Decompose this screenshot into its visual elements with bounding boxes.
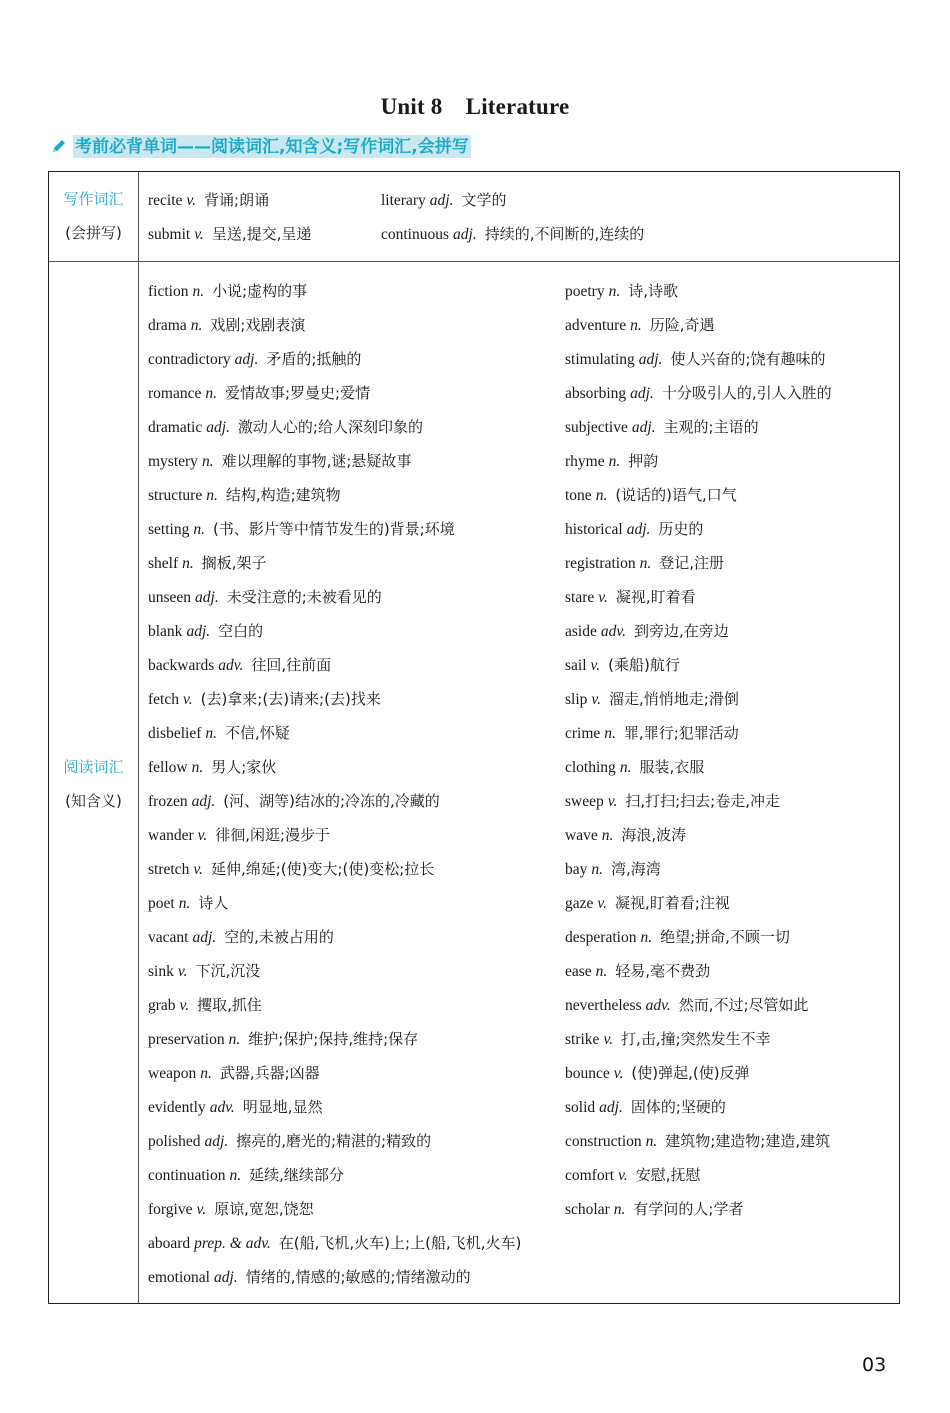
vocab-part-of-speech: v. xyxy=(193,861,203,878)
vocab-entry xyxy=(148,1056,320,1090)
vocab-part-of-speech: n. xyxy=(608,453,621,470)
vocab-part-of-speech: v. xyxy=(590,657,601,674)
vocab-part-of-speech: n. xyxy=(645,1133,658,1150)
vocab-entry xyxy=(565,478,737,512)
vocab-entry xyxy=(565,818,686,852)
vocab-word: shelf xyxy=(148,555,179,572)
vocab-meaning: 未受注意的;未被看见的 xyxy=(226,588,382,606)
vocab-entry xyxy=(565,784,780,818)
vocab-part-of-speech: n. xyxy=(205,725,217,742)
vocab-word: sweep xyxy=(565,793,604,810)
vocab-word: comfort xyxy=(565,1167,615,1184)
vocab-part-of-speech: v. xyxy=(196,1201,207,1218)
vocab-part-of-speech: v. xyxy=(607,793,618,810)
vocab-part-of-speech: adj. xyxy=(192,929,217,946)
vocab-word: weapon xyxy=(148,1065,197,1082)
vocab-part-of-speech: adv. xyxy=(209,1099,235,1116)
vocab-part-of-speech: n. xyxy=(604,725,616,742)
vocab-word: strike xyxy=(565,1031,600,1048)
vocab-entry xyxy=(565,410,759,444)
vocab-word: grab xyxy=(148,997,176,1014)
vocab-word: sail xyxy=(565,657,587,674)
vocab-word: scholar xyxy=(565,1201,610,1218)
vocab-word: adventure xyxy=(565,317,627,334)
vocab-part-of-speech: v. xyxy=(177,963,188,980)
vocab-word: frozen xyxy=(148,793,188,810)
vocab-part-of-speech: n. xyxy=(193,521,205,538)
vocab-meaning: 诗,诗歌 xyxy=(628,282,679,300)
vocab-entry xyxy=(148,920,334,954)
vocab-meaning: 文学的 xyxy=(461,191,507,209)
vocab-word: desperation xyxy=(565,929,637,946)
unit-title: Unit 8 Literature xyxy=(380,94,570,119)
vocab-entry xyxy=(148,546,267,580)
vocab-word: setting xyxy=(148,521,190,538)
vocab-meaning: 维护;保护;保持,维持;保存 xyxy=(248,1030,419,1048)
vocab-meaning: 凝视,盯着看 xyxy=(615,588,696,606)
vocab-meaning: 爱情故事;罗曼史;爱情 xyxy=(224,384,371,402)
vocab-part-of-speech: adj. xyxy=(191,793,216,810)
vocab-entry xyxy=(148,478,341,512)
vocab-entry xyxy=(148,1192,314,1226)
vocab-entry xyxy=(148,818,330,852)
vocab-word: fellow xyxy=(148,759,188,776)
column-divider xyxy=(138,172,139,1303)
vocab-entry xyxy=(148,274,307,308)
vocab-meaning: 原谅,宽恕,饶恕 xyxy=(214,1200,314,1218)
vocab-entry xyxy=(565,750,704,784)
section-banner xyxy=(50,133,471,159)
vocab-entry xyxy=(565,308,715,342)
vocab-meaning: 攫取,抓住 xyxy=(197,996,262,1014)
vocab-word: literary xyxy=(381,192,426,209)
vocab-meaning: 安慰,抚慰 xyxy=(635,1166,701,1184)
vocab-word: wander xyxy=(148,827,194,844)
vocab-part-of-speech: n. xyxy=(182,555,194,572)
vocab-part-of-speech: n. xyxy=(190,317,203,334)
vocab-word: stimulating xyxy=(565,351,635,368)
vocab-entry xyxy=(565,1192,743,1226)
vocab-meaning: (使)弹起,(使)反弹 xyxy=(631,1064,750,1082)
vocab-entry xyxy=(565,682,739,716)
vocab-word: emotional xyxy=(148,1269,210,1286)
vocab-entry xyxy=(381,217,644,251)
vocab-meaning: 往回,往前面 xyxy=(251,656,332,674)
vocab-meaning: 轻易,毫不费劲 xyxy=(615,962,711,980)
vocab-entry xyxy=(565,1090,726,1124)
vocab-entry xyxy=(565,1056,750,1090)
vocab-entry xyxy=(565,512,703,546)
vocab-word: evidently xyxy=(148,1099,206,1116)
vocab-word: structure xyxy=(148,487,203,504)
vocab-entry xyxy=(565,376,832,410)
vocab-part-of-speech: v. xyxy=(591,691,602,708)
vocab-meaning: 呈送,提交,呈递 xyxy=(211,225,312,243)
vocab-word: recite xyxy=(148,192,183,209)
vocab-meaning: 罪,罪行;犯罪活动 xyxy=(623,724,739,742)
vocab-part-of-speech: n. xyxy=(192,283,205,300)
vocab-entry xyxy=(565,274,678,308)
vocab-entry xyxy=(565,1022,771,1056)
vocab-part-of-speech: adj. xyxy=(429,192,454,209)
vocab-word: continuous xyxy=(381,226,450,243)
vocab-word: tone xyxy=(565,487,592,504)
page-number: 03 xyxy=(862,1354,887,1376)
vocab-entry xyxy=(565,1158,700,1192)
vocab-meaning: 打,击,撞;突然发生不幸 xyxy=(621,1030,771,1048)
vocab-part-of-speech: adj. xyxy=(195,589,219,606)
vocab-meaning: 历史的 xyxy=(658,520,704,538)
vocab-meaning: 诗人 xyxy=(198,894,229,912)
vocab-word: poetry xyxy=(565,283,605,300)
banner-text: 考前必背单词——阅读词汇,知含义;写作词汇,会拼写 xyxy=(75,136,469,157)
vocab-word: dramatic xyxy=(148,419,203,436)
vocab-part-of-speech: n. xyxy=(228,1031,241,1048)
vocab-entry xyxy=(148,1158,344,1192)
vocab-meaning: 延续,继续部分 xyxy=(249,1166,344,1184)
vocab-part-of-speech: v. xyxy=(597,895,607,912)
vocab-word: stare xyxy=(565,589,595,606)
reading-sublabel: (知含义) xyxy=(65,792,122,810)
vocab-part-of-speech: n. xyxy=(639,555,652,572)
vocab-word: gaze xyxy=(565,895,594,912)
vocab-meaning: 徘徊,闲逛;漫步于 xyxy=(215,826,331,844)
vocab-meaning: (书、影片等中情节发生的)背景;环境 xyxy=(212,520,455,538)
vocab-word: polished xyxy=(148,1133,201,1150)
vocab-entry xyxy=(148,852,434,886)
vocab-word: subjective xyxy=(565,419,628,436)
vocab-word: stretch xyxy=(148,861,190,878)
vocab-entry xyxy=(148,308,305,342)
vocab-entry xyxy=(565,580,696,614)
vocab-part-of-speech: n. xyxy=(178,895,191,912)
vocab-word: sink xyxy=(148,963,174,980)
vocab-meaning: 激动人心的;给人深刻印象的 xyxy=(237,418,423,436)
vocab-part-of-speech: v. xyxy=(598,589,608,606)
vocab-meaning: 有学问的人;学者 xyxy=(633,1200,744,1218)
vocab-entry xyxy=(148,614,263,648)
vocab-part-of-speech: v. xyxy=(186,192,197,209)
vocab-entry xyxy=(565,342,826,376)
vocab-meaning: 戏剧;戏剧表演 xyxy=(210,316,306,334)
vocab-word: backwards xyxy=(148,657,215,674)
vocab-part-of-speech: v. xyxy=(182,691,193,708)
vocab-word: absorbing xyxy=(565,385,627,402)
vocab-word: blank xyxy=(148,623,183,640)
vocab-part-of-speech: adj. xyxy=(453,226,477,243)
vocab-word: slip xyxy=(565,691,588,708)
reading-category xyxy=(49,750,138,818)
vocab-part-of-speech: n. xyxy=(229,1167,242,1184)
vocab-part-of-speech: n. xyxy=(205,385,217,402)
vocab-part-of-speech: n. xyxy=(619,759,632,776)
vocab-meaning: 押韵 xyxy=(628,452,659,470)
vocab-meaning: 下沉,沉没 xyxy=(195,962,261,980)
vocab-entry xyxy=(148,784,440,818)
vocab-meaning: (说话的)语气,口气 xyxy=(615,486,737,504)
vocab-part-of-speech: n. xyxy=(608,283,621,300)
vocab-part-of-speech: adv. xyxy=(600,623,626,640)
vocab-word: drama xyxy=(148,317,187,334)
writing-sublabel: (会拼写) xyxy=(65,224,122,242)
vocab-entry xyxy=(148,648,331,682)
vocab-meaning: 小说;虚构的事 xyxy=(212,282,308,300)
vocab-word: clothing xyxy=(565,759,616,776)
vocab-entry xyxy=(148,1260,471,1294)
vocab-part-of-speech: n. xyxy=(595,963,608,980)
vocab-meaning: 建筑物;建造物;建造,建筑 xyxy=(665,1132,831,1150)
vocab-meaning: 绝望;拼命,不顾一切 xyxy=(660,928,790,946)
vocab-word: fetch xyxy=(148,691,179,708)
vocab-part-of-speech: n. xyxy=(613,1201,626,1218)
vocab-part-of-speech: n. xyxy=(206,487,218,504)
vocab-part-of-speech: n. xyxy=(640,929,653,946)
vocab-meaning: 搁板,架子 xyxy=(201,554,267,572)
vocab-word: crime xyxy=(565,725,601,742)
vocab-part-of-speech: adj. xyxy=(234,351,259,368)
vocab-word: aboard xyxy=(148,1235,191,1252)
vocab-part-of-speech: n. xyxy=(601,827,614,844)
reading-label: 阅读词汇 xyxy=(63,758,124,776)
vocab-meaning: 情绪的,情感的;敏感的;情绪激动的 xyxy=(245,1268,471,1286)
vocab-entry xyxy=(148,580,382,614)
vocab-part-of-speech: adj. xyxy=(599,1099,623,1116)
vocab-entry xyxy=(148,682,381,716)
vocab-word: rhyme xyxy=(565,453,605,470)
vocab-entry xyxy=(565,444,658,478)
vocab-word: romance xyxy=(148,385,202,402)
vocab-part-of-speech: adv. xyxy=(645,997,671,1014)
vocab-entry xyxy=(565,614,729,648)
vocab-meaning: 凝视,盯着看;注视 xyxy=(615,894,730,912)
vocab-part-of-speech: adj. xyxy=(630,385,654,402)
vocab-meaning: 明显地,显然 xyxy=(242,1098,323,1116)
vocab-entry xyxy=(148,1124,431,1158)
vocab-meaning: 持续的,不间断的,连续的 xyxy=(484,225,645,243)
vocab-entry xyxy=(148,1226,521,1260)
vocab-entry xyxy=(565,648,680,682)
row-divider xyxy=(49,261,899,262)
vocab-entry xyxy=(148,410,423,444)
vocab-meaning: 结构,构造;建筑物 xyxy=(225,486,341,504)
vocab-part-of-speech: prep. & adv. xyxy=(194,1235,271,1252)
vocab-word: solid xyxy=(565,1099,596,1116)
vocab-word: vacant xyxy=(148,929,189,946)
vocab-word: preservation xyxy=(148,1031,225,1048)
vocab-entry xyxy=(148,512,455,546)
vocab-entry xyxy=(148,886,228,920)
vocab-part-of-speech: v. xyxy=(194,226,204,243)
vocab-word: construction xyxy=(565,1133,642,1150)
vocab-meaning: 男人;家伙 xyxy=(211,758,277,776)
vocab-entry xyxy=(148,716,290,750)
vocab-word: unseen xyxy=(148,589,192,606)
vocab-entry xyxy=(148,988,262,1022)
vocab-word: bounce xyxy=(565,1065,610,1082)
vocab-meaning: 十分吸引人的,引人入胜的 xyxy=(661,384,832,402)
vocab-part-of-speech: adv. xyxy=(218,657,244,674)
vocab-entry xyxy=(565,954,710,988)
vocab-meaning: 到旁边,在旁边 xyxy=(633,622,729,640)
vocab-word: ease xyxy=(565,963,592,980)
vocab-meaning: 空的,未被占用的 xyxy=(224,928,334,946)
vocab-part-of-speech: adj. xyxy=(631,419,656,436)
vocab-word: aside xyxy=(565,623,597,640)
vocab-word: poet xyxy=(148,895,175,912)
vocab-meaning: 扫,打扫;扫去;卷走,冲走 xyxy=(625,792,781,810)
vocab-entry xyxy=(565,716,739,750)
vocab-meaning: 历险,奇遇 xyxy=(649,316,715,334)
vocabulary-table xyxy=(48,171,900,1304)
vocab-meaning: (去)拿来;(去)请来;(去)找来 xyxy=(200,690,381,708)
vocab-entry xyxy=(381,183,506,217)
vocab-word: nevertheless xyxy=(565,997,642,1014)
vocab-meaning: 湾,海湾 xyxy=(611,860,661,878)
vocab-meaning: 在(船,飞机,火车)上;上(船,飞机,火车) xyxy=(278,1234,522,1252)
vocab-meaning: 矛盾的;抵触的 xyxy=(266,350,362,368)
vocab-word: submit xyxy=(148,226,191,243)
vocab-part-of-speech: n. xyxy=(630,317,642,334)
vocab-meaning: 使人兴奋的;饶有趣味的 xyxy=(670,350,826,368)
vocab-word: contradictory xyxy=(148,351,231,368)
vocab-meaning: 服装,衣服 xyxy=(639,758,705,776)
vocab-part-of-speech: v. xyxy=(179,997,190,1014)
vocab-entry xyxy=(565,546,724,580)
vocab-meaning: 空白的 xyxy=(218,622,264,640)
vocab-meaning: 主观的;主语的 xyxy=(663,418,759,436)
vocab-part-of-speech: v. xyxy=(197,827,208,844)
vocab-part-of-speech: v. xyxy=(603,1031,614,1048)
vocab-meaning: 不信,怀疑 xyxy=(225,724,290,742)
vocab-part-of-speech: adj. xyxy=(204,1133,229,1150)
vocab-meaning: 延伸,绵延;(使)变大;(使)变松;拉长 xyxy=(210,860,435,878)
vocab-part-of-speech: n. xyxy=(201,453,214,470)
vocab-meaning: 武器,兵器;凶器 xyxy=(219,1064,320,1082)
writing-label: 写作词汇 xyxy=(63,190,124,208)
pencil-icon xyxy=(50,137,68,155)
vocab-meaning: 固体的;坚硬的 xyxy=(630,1098,726,1116)
vocab-entry xyxy=(148,183,269,217)
vocab-entry xyxy=(148,342,361,376)
vocab-entry xyxy=(565,988,809,1022)
vocab-entry xyxy=(148,1022,418,1056)
vocab-word: continuation xyxy=(148,1167,226,1184)
vocab-part-of-speech: n. xyxy=(595,487,608,504)
vocab-entry xyxy=(148,1090,323,1124)
vocab-part-of-speech: v. xyxy=(613,1065,624,1082)
writing-category xyxy=(49,182,138,250)
vocab-meaning: 背诵;朗诵 xyxy=(204,191,270,209)
vocab-word: forgive xyxy=(148,1201,193,1218)
vocab-meaning: (河、湖等)结冰的;冷冻的,冷藏的 xyxy=(223,792,440,810)
vocab-word: registration xyxy=(565,555,636,572)
vocab-part-of-speech: adj. xyxy=(214,1269,238,1286)
vocab-meaning: (乘船)航行 xyxy=(608,656,680,674)
vocab-entry xyxy=(565,920,790,954)
vocab-word: wave xyxy=(565,827,598,844)
vocab-part-of-speech: adj. xyxy=(206,419,230,436)
vocab-entry xyxy=(565,1124,830,1158)
vocab-word: disbelief xyxy=(148,725,202,742)
vocab-word: mystery xyxy=(148,453,198,470)
vocab-entry xyxy=(148,217,311,251)
vocab-word: historical xyxy=(565,521,623,538)
vocab-entry xyxy=(148,444,411,478)
vocab-meaning: 然而,不过;尽管如此 xyxy=(678,996,809,1014)
vocab-entry xyxy=(565,886,730,920)
vocab-meaning: 难以理解的事物,谜;悬疑故事 xyxy=(221,452,412,470)
vocab-word: fiction xyxy=(148,283,189,300)
vocab-part-of-speech: n. xyxy=(200,1065,212,1082)
vocab-meaning: 溜走,悄悄地走;滑倒 xyxy=(609,690,739,708)
vocab-meaning: 擦亮的,磨光的;精湛的;精致的 xyxy=(236,1132,432,1150)
vocab-part-of-speech: adj. xyxy=(626,521,651,538)
vocab-entry xyxy=(148,750,276,784)
vocab-entry xyxy=(148,376,370,410)
vocab-meaning: 海浪,波涛 xyxy=(621,826,687,844)
vocab-part-of-speech: n. xyxy=(191,759,204,776)
vocab-part-of-speech: n. xyxy=(591,861,604,878)
vocab-entry xyxy=(565,852,661,886)
vocab-part-of-speech: v. xyxy=(618,1167,628,1184)
vocab-meaning: 登记,注册 xyxy=(659,554,724,572)
vocab-word: bay xyxy=(565,861,588,878)
vocab-part-of-speech: adj. xyxy=(186,623,211,640)
vocab-part-of-speech: adj. xyxy=(638,351,663,368)
vocab-entry xyxy=(148,954,260,988)
